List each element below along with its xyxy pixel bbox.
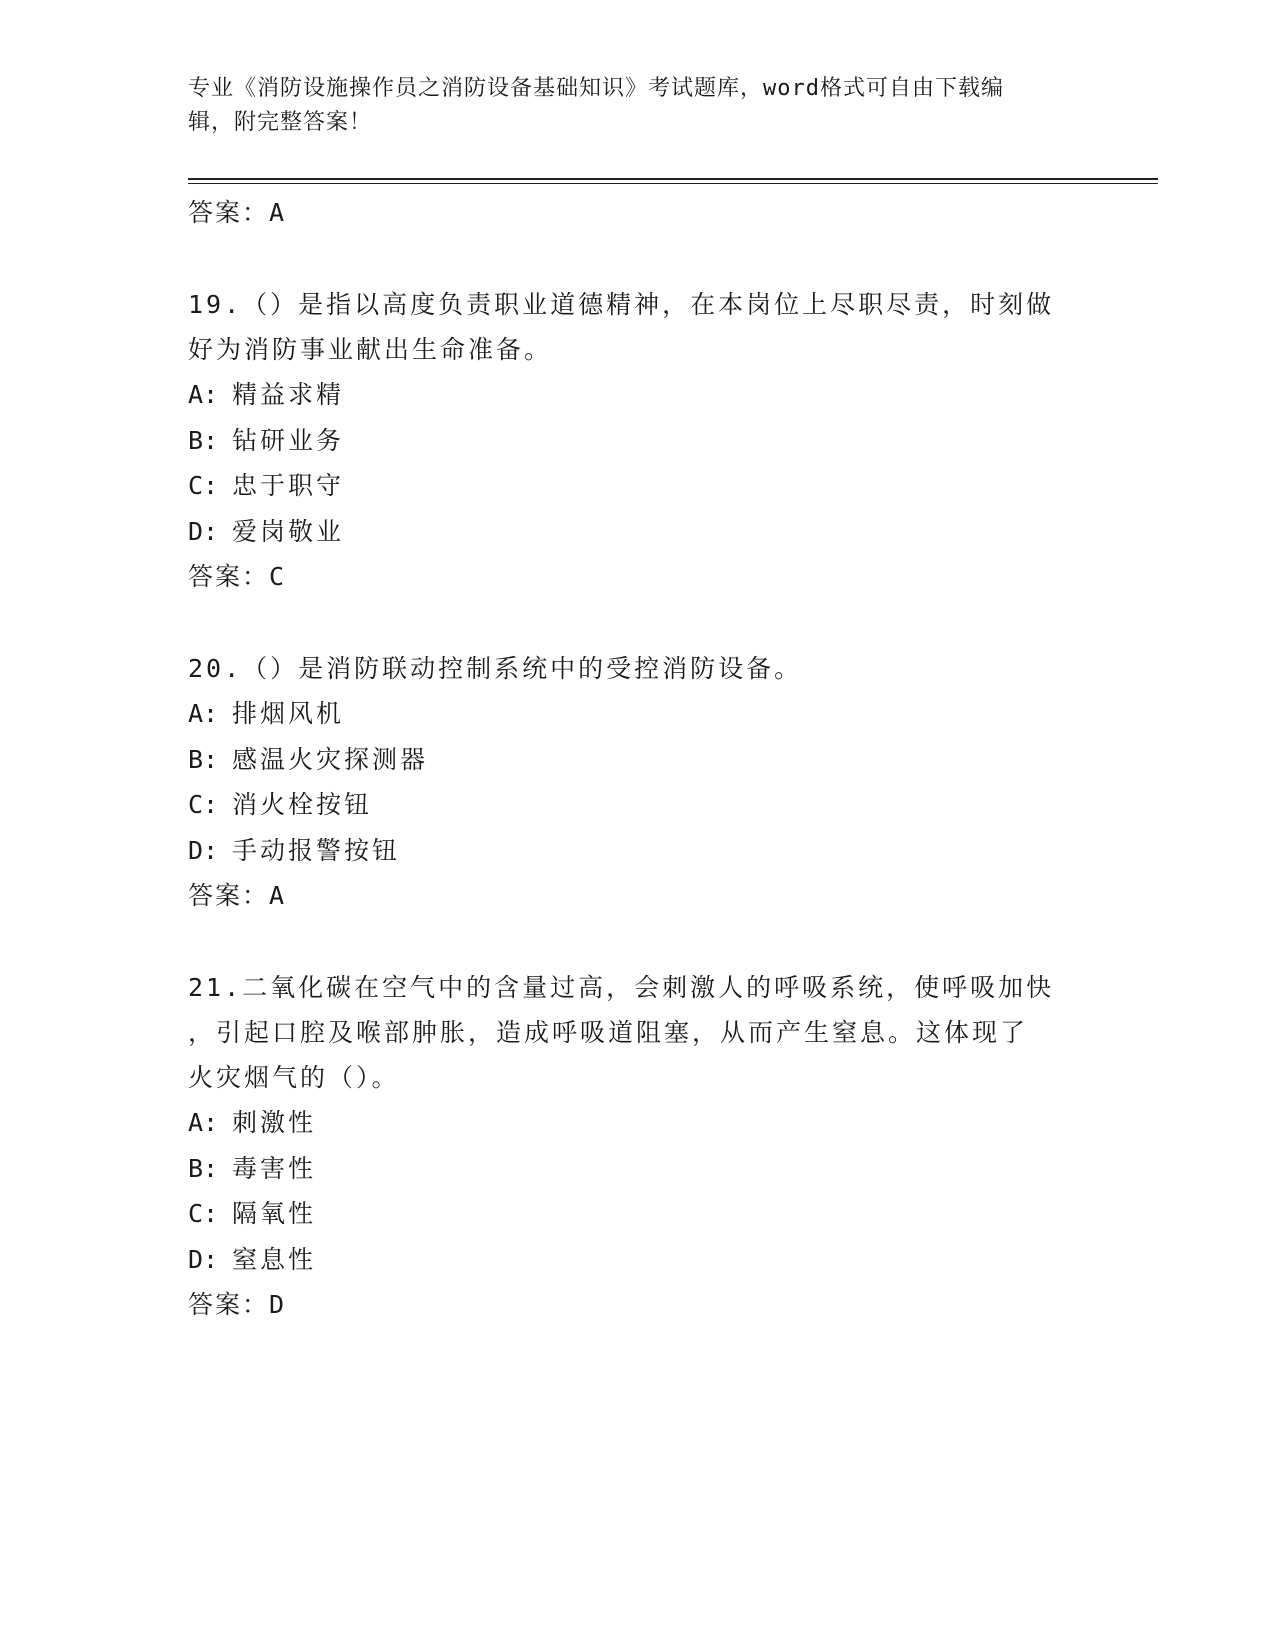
option-key: C:: [188, 790, 219, 819]
question-20: [188, 646, 1088, 919]
option-key: B:: [188, 744, 219, 774]
header-divider-thick: [188, 178, 1158, 180]
question-text: [188, 282, 1088, 372]
option-key: D:: [188, 516, 219, 546]
question-text: [188, 965, 1088, 1100]
option-text: 忠于职守: [232, 471, 345, 500]
question-text-line: 21.二氧化碳在空气中的含量过高，会刺激人的呼吸系统，使呼吸加快: [188, 973, 1055, 1002]
option-key: C:: [188, 471, 219, 500]
option-c: [188, 1191, 1088, 1237]
answer: 答案：C: [188, 562, 287, 591]
option-d: [188, 828, 1088, 874]
option-text: 爱岗敬业: [232, 516, 345, 546]
option-text: 钻研业务: [232, 425, 345, 455]
option-key: A:: [188, 1108, 219, 1137]
option-a: [188, 372, 1088, 418]
question-text-line: ，引起口腔及喉部肿胀，造成呼吸道阻塞，从而产生窒息。这体现了: [188, 1018, 1029, 1047]
option-d: [188, 509, 1088, 555]
option-a: [188, 1100, 1088, 1146]
question-text: [188, 646, 1088, 691]
option-text: 隔氧性: [232, 1199, 317, 1228]
header-line-1: 专业《消防设施操作员之消防设备基础知识》考试题库，word格式可自由下载编: [188, 76, 1004, 101]
answer: 答案：A: [188, 881, 287, 910]
option-key: D:: [188, 835, 219, 865]
question-text-line: 好为消防事业献出生命准备。: [188, 335, 553, 364]
question-text-line: 20.（）是消防联动控制系统中的受控消防设备。: [188, 654, 803, 683]
question-text-line: 火灾烟气的（）。: [188, 1063, 400, 1092]
option-c: [188, 463, 1088, 509]
previous-answer: 答案：A: [188, 198, 287, 227]
option-text: 毒害性: [232, 1153, 317, 1183]
header-line-2: 辑，附完整答案！: [188, 110, 373, 135]
header-divider-thin: [188, 183, 1158, 184]
option-b: [188, 418, 1088, 464]
option-text: 窒息性: [232, 1244, 317, 1274]
option-d: [188, 1237, 1088, 1283]
question-list: [188, 190, 1088, 1328]
option-text: 刺激性: [232, 1108, 317, 1137]
option-key: B:: [188, 425, 219, 455]
option-key: A:: [188, 699, 219, 728]
option-c: [188, 782, 1088, 828]
option-key: B:: [188, 1153, 219, 1183]
option-text: 感温火灾探测器: [232, 744, 429, 774]
question-19: [188, 282, 1088, 600]
option-text: 手动报警按钮: [232, 835, 401, 865]
option-text: 精益求精: [232, 380, 345, 409]
option-text: 排烟风机: [232, 699, 345, 728]
question-21: [188, 965, 1088, 1328]
option-key: A:: [188, 380, 219, 409]
option-key: D:: [188, 1244, 219, 1274]
option-key: C:: [188, 1199, 219, 1228]
answer: 答案：D: [188, 1290, 287, 1319]
question-text-line: 19.（）是指以高度负责职业道德精神，在本岗位上尽职尽责，时刻做: [188, 290, 1055, 319]
option-b: [188, 737, 1088, 783]
page-header: [188, 72, 1088, 140]
option-b: [188, 1146, 1088, 1192]
option-a: [188, 691, 1088, 737]
option-text: 消火栓按钮: [232, 790, 373, 819]
